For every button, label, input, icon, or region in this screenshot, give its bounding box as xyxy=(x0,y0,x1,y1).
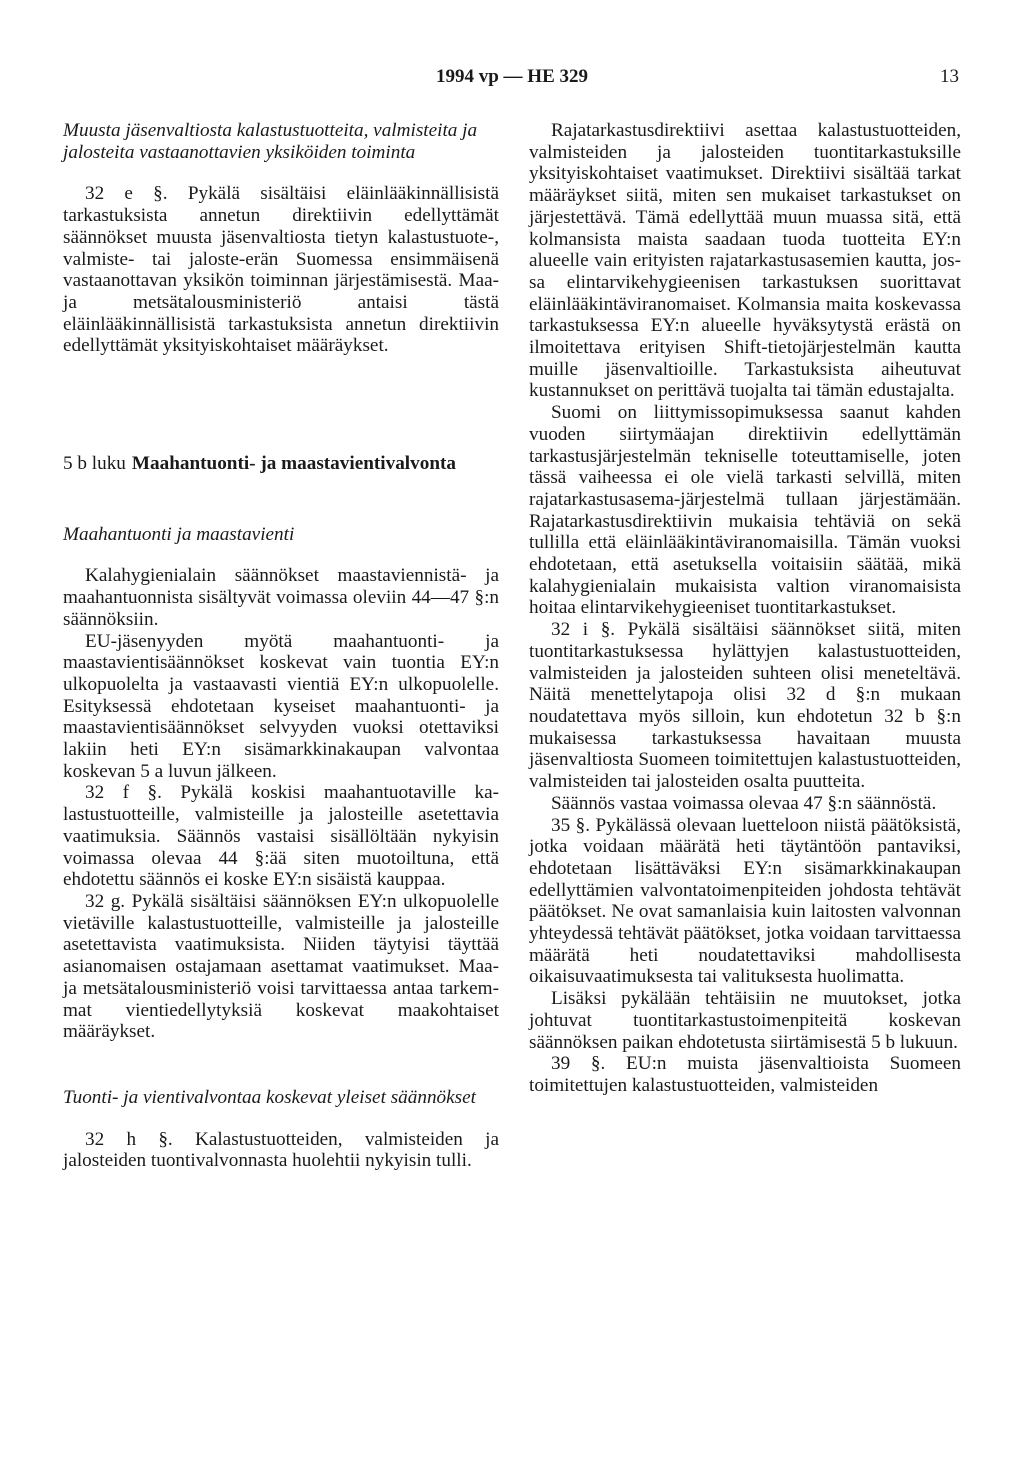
paragraph-suomi: Suomi on liittymissopimuksessa saanut kahden vuoden siirtymäajan direktiivin edellyttämän tarkastusjärjestelmän tekniselle toteuttamiselle, joten tässä vaiheessa ei ole vielä tarkasti selvillä, miten rajatarkastusasema-järjestelmä tullaan järjestämään. Rajatarkastusdirektiivin mukaisia tehtäviä on sekä tullilla että eläinlääkintäviranomaisilla. Tämän vuoksi ehdotetaan, että asetuksella voitaisiin säätää, mikä kalahygienialain mukaisista valtion viranomaisista hoitaa elintarvikehygieeniset tuontitarkastukset. xyxy=(529,402,961,619)
paragraph-saannos-47: Säännös vastaa voimassa olevaa 47 §:n säännöstä. xyxy=(551,792,937,814)
paragraph-32i: 32 i §. Pykälä sisältäisi säännökset siitä, miten tuontitarkastuksessa hylättyjen kalastustuotteiden, valmisteiden ja jalosteiden suhteen olisi meneteltävä. Näitä menettelytapoja olisi 32 d §:n mukaan noudatettava myös silloin, kun ehdotetun 32 b §:n mukaisessa tarkastuksessa havaitaan muusta jäsenvaltiosta Suomeen toimitettujen kalastustuotteiden, valmisteiden tai jalosteiden osalta puutteita. xyxy=(529,619,961,793)
page-header xyxy=(0,66,1024,96)
left-column xyxy=(63,120,499,1172)
chapter-number: 5 b luku xyxy=(63,453,126,475)
paragraph-32g: 32 g. Pykälä sisältäisi säännöksen EY:n ulkopuolelle vietäville kalastustuotteille, valmisteille ja jalosteille asetettavista vaatimuksista. Niiden täytyisi täyttää asianomaisen ostajamaan asettamat vaatimukset. Maa- ja metsätalousministeriö voisi tarvittaessa antaa tarkemmat vientiedellytyksiä koskevat maakohtaiset määräykset. xyxy=(63,890,499,1043)
page-number: 13 xyxy=(940,66,959,87)
paragraph-rajatarkastusdirektiivi: Rajatarkastusdirektiivi asettaa kalastustuotteiden, valmisteiden ja jalosteiden tuontitarkastuksille yksityiskohtaiset vaatimukset. Direktiivi sisältää tarkat määräykset siitä, miten sen mukaiset tarkastukset on järjestettävä. Tämä edellyttää muun muassa sitä, että kolmansista maista saadaan tuoda tuotteita EY:n alueelle vain erityisten rajatarkastusasemien kautta, jossa elintarvikehygieenisen tarkastuksen suorittavat eläinlääkintäviranomaiset. Kolmansia maita koskevassa tarkastuksessa EY:n alueelle hyväksytystä erästä on ilmoitettava erityisen Shift-tietojärjestelmän kautta muille jäsenvaltioille. Tarkastuksista aiheutuvat kustannukset on perittävä tuojalta tai tämän edustajalta. xyxy=(529,120,961,402)
chapter-title: Maahantuonti- ja maastavientivalvonta xyxy=(131,453,456,475)
section-heading-jasenvaltio: Muusta jäsenvaltiosta kalastustuotteita, valmisteita ja jalosteita vastaanottavien yksiköiden toiminta xyxy=(63,120,478,163)
section-heading-maahantuonti: Maahantuonti ja maastavienti xyxy=(63,523,295,545)
paragraph-32e: 32 e §. Pykälä sisältäisi eläinlääkinnällisistä tarkastuksista annetun direktiivin edellyttämät säännökset muusta jäsenvaltiosta tietyn kalastustuote-, valmiste- tai jaloste-erän Suomessa ensimmäisenä vastaanottavan yksikön toiminnan järjestämisestä. Maa- ja metsätalousministeriö antaisi tästä eläinlääkinnällisistä tarkastuksista annetun direktiivin edellyttämät yksityiskohtaiset määräykset. xyxy=(63,183,499,357)
paragraph-35: 35 §. Pykälässä olevaan luetteloon niistä päätöksistä, jotka voidaan määrätä heti täytäntöön pantaviksi, ehdotetaan lisättäväksi EY:n sisämarkkinakaupan edellyttämien valvontatoimenpiteiden johdosta tehtävät päätökset. Ne ovat samanlaisia kuin laitosten valvonnan yhteydessä tehtävät päätökset, jotka voidaan tarvittaessa määrätä heti noudatettaviksi mahdollisesta oikaisuvaatimuksesta tai valituksesta huolimatta. xyxy=(529,814,961,988)
section-heading-tuonti-vienti: Tuonti- ja vientivalvontaa koskevat yleiset säännökset xyxy=(63,1086,476,1108)
chapter-heading xyxy=(63,453,499,475)
paragraph-eu-jasenyys: EU-jäsenyyden myötä maahantuonti- ja maastavientisäännökset koskevat vain tuontia EY:n ulkopuolelta ja vastaavasti vientiä EY:n ulkopuolelle. Esityksessä ehdotetaan kyseiset maahantuonti- ja maastavientisäännökset selvyyden vuoksi otettaviksi lakiin heti EY:n sisämarkkinakaupan valvontaa koskevan 5 a luvun jälkeen. xyxy=(63,630,499,782)
paragraph-kalahygienialain: Kalahygienialain säännökset maastaviennistä- ja maahantuonnista sisältyvät voimassa oleviin 44—47 §:n säännöksiin. xyxy=(63,565,499,630)
paragraph-32h: 32 h §. Kalastustuotteiden, valmisteiden ja jalosteiden tuontivalvonnasta huolehtii nykyisin tulli. xyxy=(63,1128,499,1172)
paragraph-lisaksi: Lisäksi pykälään tehtäisiin ne muutokset, jotka johtuvat tuontitarkastustoimenpiteitä koskevan säännöksen paikan ehdotetusta siirtämisestä 5 b lukuun. xyxy=(529,988,961,1053)
document-title: 1994 vp — HE 329 xyxy=(435,66,589,87)
right-column xyxy=(529,120,961,1097)
paragraph-32f: 32 f §. Pykälä koskisi maahantuotaville kalastustuotteille, valmisteille ja jalosteille asetettavia vaatimuksia. Säännös vastaisi sisällöltään nykyisin voimassa olevaa 44 §:ää siten muotoiltuna, että ehdotettu säännös ei koske EY:n sisäistä kauppaa. xyxy=(63,782,499,891)
paragraph-39: 39 §. EU:n muista jäsenvaltioista Suomeen toimitettujen kalastustuotteiden, valmisteiden xyxy=(529,1053,961,1096)
